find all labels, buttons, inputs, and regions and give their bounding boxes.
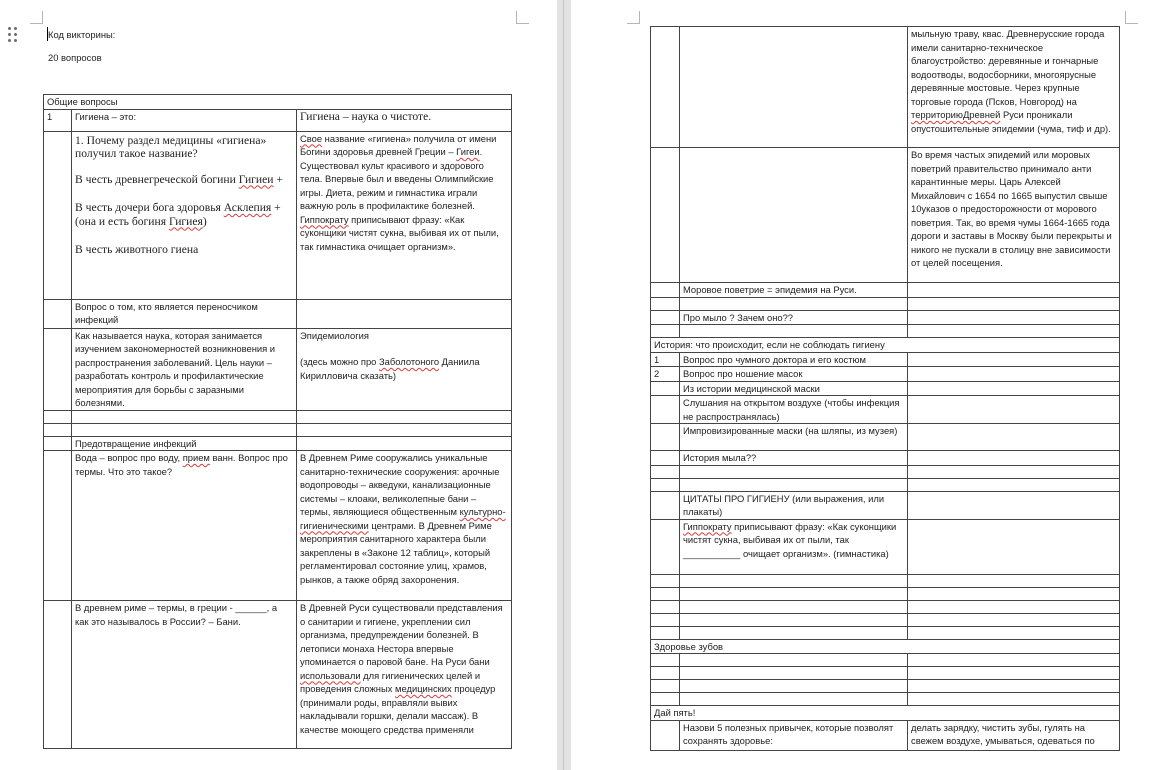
empty-cell[interactable] [908,491,1120,519]
empty-cell[interactable] [680,587,908,600]
empty-cell[interactable] [908,424,1120,451]
table-row [651,706,1120,721]
question-cell[interactable]: Гигиена – это: [72,109,297,131]
row-number[interactable] [651,148,680,283]
question-cell[interactable]: Про мыло ? Зачем оно?? [680,310,908,325]
empty-cell[interactable] [908,478,1120,491]
empty-cell[interactable] [908,574,1120,587]
question-cell[interactable]: ЦИТАТЫ ПРО ГИГИЕНУ (или выражения, или плакаты) [680,491,908,519]
section-title[interactable]: Общие вопросы [44,95,512,110]
question-cell[interactable]: Вопрос про чумного доктора и его костюм [680,352,908,367]
empty-cell[interactable] [908,297,1120,310]
option-text: В честь древнегреческой богини [75,172,239,186]
table-row [651,325,1120,338]
row-number[interactable] [651,283,680,298]
spell-error-word: Свое [300,132,323,144]
question-fragment: приписывают фразу: «Как суконщики чистят сукна, выбивая их от пыли, так ___________ очищает организм». (гимнастика) [683,520,897,559]
question-cell[interactable] [680,148,908,283]
question-cell[interactable]: Как называется наука, которая занимается изучением закономерностей возникновения и распространения заболеваний. Цель науки – разработать контроль и профилактические мероприятия для борьбы с заразными болезнями. [72,328,297,410]
table-row [651,600,1120,613]
answer-cell[interactable]: делать зарядку, чистить зубы, гулять на свежем воздухе, умываться, одеваться по [908,720,1120,750]
empty-cell[interactable] [651,680,680,693]
empty-cell[interactable] [908,310,1120,325]
table-row [44,423,512,436]
empty-cell[interactable] [680,574,908,587]
row-number[interactable] [651,491,680,519]
empty-cell[interactable] [908,381,1120,396]
empty-cell[interactable] [908,519,1120,574]
option-text: + (она и есть богиня [75,201,281,228]
answer-option: В честь животного гиена [75,243,199,256]
empty-cell[interactable] [908,451,1120,466]
continued-questions-table [650,26,1120,751]
answer-cell[interactable] [297,451,512,601]
spell-error-word: Гиппократу [300,213,349,225]
empty-cell[interactable] [908,626,1120,639]
empty-cell[interactable] [680,680,908,693]
table-row [651,338,1120,353]
row-number[interactable] [651,396,680,424]
answer-text: название «гигиена» получила от имени Богини здоровья древней Греции – [300,132,497,157]
row-number[interactable] [44,436,72,451]
drag-handle-icon[interactable] [7,26,21,44]
quiz-code-label[interactable]: Код викторины: [48,29,116,40]
document-page-left [0,0,557,770]
empty-cell[interactable] [651,478,680,491]
margin-corner-mark [516,11,529,24]
table-row [651,654,1120,667]
row-number[interactable]: 1 [44,109,72,131]
row-number[interactable] [651,451,680,466]
table-row [651,367,1120,382]
answer-fragment: Даниила Кирилловича сказать) [300,356,480,381]
table-row [44,601,512,749]
spell-error-word: прием [182,452,210,463]
empty-cell[interactable] [44,410,72,423]
empty-cell[interactable] [680,613,908,626]
question-cell[interactable]: Импровизированные маски (на шляпы, из музея) [680,424,908,451]
empty-cell[interactable] [680,693,908,706]
empty-cell[interactable] [908,587,1120,600]
empty-cell[interactable] [908,600,1120,613]
row-number[interactable] [44,131,72,299]
margin-corner-mark [1125,11,1138,24]
table-row [651,451,1120,466]
empty-cell[interactable] [651,600,680,613]
table-row [44,328,512,410]
question-cell[interactable]: История мыла?? [680,451,908,466]
section-title[interactable]: Дай пять! [651,706,1120,721]
table-row [651,381,1120,396]
table-row [651,424,1120,451]
table-row [44,436,512,451]
empty-cell[interactable] [651,613,680,626]
answer-cell[interactable] [297,131,512,299]
empty-cell[interactable] [72,423,297,436]
question-intro: 1. Почему раздел медицины «гигиена» получил такое название? [75,133,267,160]
spell-error-word: Заболотоного [379,356,440,367]
option-text: В честь дочери бога здоровья [75,201,224,214]
table-row [651,491,1120,519]
empty-cell[interactable] [651,654,680,667]
question-cell[interactable]: Вопрос о том, кто является переносчиком инфекций [72,299,297,328]
empty-cell[interactable] [651,587,680,600]
page-gutter [557,0,571,770]
question-cell[interactable]: Вопрос про ношение масок [680,367,908,382]
row-number[interactable]: 2 [651,367,680,382]
question-cell[interactable] [72,451,297,601]
empty-cell[interactable] [908,654,1120,667]
row-number[interactable] [44,601,72,749]
question-cell[interactable]: Из истории медицинской маски [680,381,908,396]
answer-text: приписывают фразу: «Как суконщики чистят сукна, выбивая их от пыли, так гимнастика очищает организм». [300,213,499,252]
table-row [651,680,1120,693]
empty-cell[interactable] [72,410,297,423]
empty-cell[interactable] [680,325,908,338]
empty-cell[interactable] [297,436,512,451]
row-number[interactable] [651,519,680,574]
empty-cell[interactable] [680,478,908,491]
answer-fragment: (здесь можно про [300,356,380,367]
option-text: ) [202,214,207,228]
spell-error-word: Гиппократу [683,520,732,532]
table-row [651,667,1120,680]
empty-cell[interactable] [908,352,1120,367]
empty-cell[interactable] [908,283,1120,298]
row-number[interactable] [651,720,680,750]
empty-cell[interactable] [908,667,1120,680]
spell-error-word: Гигеи [456,146,480,157]
empty-cell[interactable] [44,423,72,436]
table-row [651,478,1120,491]
table-row [44,451,512,601]
option-text: + [273,172,283,186]
empty-cell[interactable] [680,626,908,639]
answer-text: . Существовал культ красивого и здорового тела. Впервые был и введены Олимпийские игры. Диета, режим и гимнастика играли важную роль в профилактике болезней. [300,146,494,211]
answer-cell[interactable] [297,299,512,328]
spell-error-word: территориюДревней [911,109,1001,120]
answer-cell[interactable] [297,328,512,410]
question-cell[interactable]: В древнем риме – термы, в греции - ______, а как это называлось в России? – Бани. [72,601,297,749]
spell-error-word: культурно-гигиеническими [300,506,506,531]
answer-cell[interactable]: Гигиена – наука о чистоте. [297,109,512,131]
answer-option [75,201,293,228]
empty-cell[interactable] [651,574,680,587]
table-row [651,310,1120,325]
document-page-right [571,0,1155,770]
margin-corner-mark [30,11,43,24]
margin-corner-mark [627,11,640,24]
scrollbar-divider [563,0,564,770]
question-count-label[interactable]: 20 вопросов [48,52,102,63]
empty-cell[interactable] [651,667,680,680]
empty-cell[interactable] [680,465,908,478]
answer-fragment: мыльную траву, квас. Древнерусские города имели санитарно-техническое благоустройство: деревянные и гончарные водоотводы, водосборники, многоярусные деревянные мостовые. Через крупные торговые города (Псков, Новгород) на [911,28,1105,107]
empty-cell[interactable] [908,680,1120,693]
empty-cell[interactable] [680,667,908,680]
empty-cell[interactable] [651,626,680,639]
answer-option [75,173,293,187]
question-cell[interactable] [72,131,297,299]
empty-cell[interactable] [908,396,1120,424]
table-row [44,109,512,131]
empty-cell[interactable] [680,297,908,310]
table-row [651,27,1120,148]
row-number[interactable] [44,299,72,328]
general-questions-table [43,94,512,749]
spell-error-word: Гигиея [168,214,203,228]
table-row [651,148,1120,283]
answer-fragment: Руси проникали опустошительные эпидемии (чума, тиф и др). [911,109,1111,134]
table-row [651,693,1120,706]
answer-fragment: В Древней Руси существовали представления о санитарии и гигиене, укреплении сил организма, предупреждении болезней. В летописи монаха Нестора впервые упоминается о паровой бане. На Руси бани [300,602,503,667]
empty-cell[interactable] [297,423,512,436]
empty-cell[interactable] [651,693,680,706]
empty-cell[interactable] [908,325,1120,338]
question-cell[interactable]: Моровое поветрие = эпидемия на Руси. [680,283,908,298]
spell-error-word: Гигиеи [238,172,274,186]
empty-cell[interactable] [297,410,512,423]
table-row [44,299,512,328]
table-row [651,297,1120,310]
answer-text [300,355,508,382]
empty-cell[interactable] [908,613,1120,626]
spell-error-word: использовали [300,669,361,681]
answer-fragment: В Древнем Риме сооружались уникальные санитарно-технические сооружения: арочные водопроводы – акведуки, канализационные системы – клоаки, великолепные бани – термы, являющиеся общественным [300,452,500,517]
table-row [651,352,1120,367]
answer-cell[interactable]: Во время частых эпидемий или моровых поветрий правительство принимало анти карантинные меры. Царь Алексей Михайлович с 1654 по 1665 выпустил свыше 10указов о предосторожности от морового поветрия. Так, во время чумы 1664-1665 года дороги и заставы в Москву были перекрыты и никого не пускали в столицу вне зависимости от целей посещения. [908,148,1120,283]
table-row [651,587,1120,600]
empty-cell[interactable] [908,693,1120,706]
row-number[interactable] [44,451,72,601]
answer-cell[interactable] [908,27,1120,148]
spell-error-word: медицинских [395,683,452,694]
subsection-title[interactable]: Предотвращение инфекций [72,436,297,451]
empty-cell[interactable] [651,297,680,310]
table-row [651,639,1120,654]
section-title[interactable]: Здоровье зубов [651,639,1120,654]
empty-cell[interactable] [680,654,908,667]
question-cell[interactable]: Назови 5 полезных привычек, которые позволят сохранять здоровье: [680,720,908,750]
row-number[interactable]: 1 [651,352,680,367]
table-row [44,410,512,423]
section-title[interactable]: История: что происходит, если не соблюдать гигиену [651,338,1120,353]
table-row [651,720,1120,750]
table-row [651,465,1120,478]
question-cell[interactable] [680,27,908,148]
question-fragment: ванн. Вопрос про термы. Что это такое? [75,452,288,477]
empty-cell[interactable] [651,465,680,478]
table-row [651,613,1120,626]
table-row [651,626,1120,639]
empty-cell[interactable] [908,367,1120,382]
spell-error-word: Асклепия [223,201,272,214]
table-row [44,131,512,299]
question-cell[interactable] [680,519,908,574]
row-number[interactable] [651,310,680,325]
table-row [651,283,1120,298]
row-number[interactable] [651,27,680,148]
row-number[interactable] [44,328,72,410]
empty-cell[interactable] [680,600,908,613]
empty-cell[interactable] [651,325,680,338]
row-number[interactable] [651,381,680,396]
answer-fragment: для гигиенических целей и проведения сложных [300,669,481,694]
question-fragment: Вода – вопрос про воду, [75,452,183,463]
table-row [651,396,1120,424]
answer-text: Эпидемиология [300,329,369,341]
answer-fragment: центрами. В Древнем Риме мероприятия санитарного характера были закреплены в «Законе 12 таблиц», который регламентировал состояние улиц, храмов, рынков, а также обряд захоронения. [300,519,492,585]
answer-fragment: процедур (принимали роды, вправляли вывих накладывали горшки, делали массаж). В качестве моющего средства применяли [300,683,496,735]
row-number[interactable] [651,424,680,451]
table-row [651,519,1120,574]
empty-cell[interactable] [908,465,1120,478]
answer-cell[interactable] [297,601,512,749]
table-row [651,574,1120,587]
question-cell[interactable]: Слушания на открытом воздухе (чтобы инфекция не распространялась) [680,396,908,424]
